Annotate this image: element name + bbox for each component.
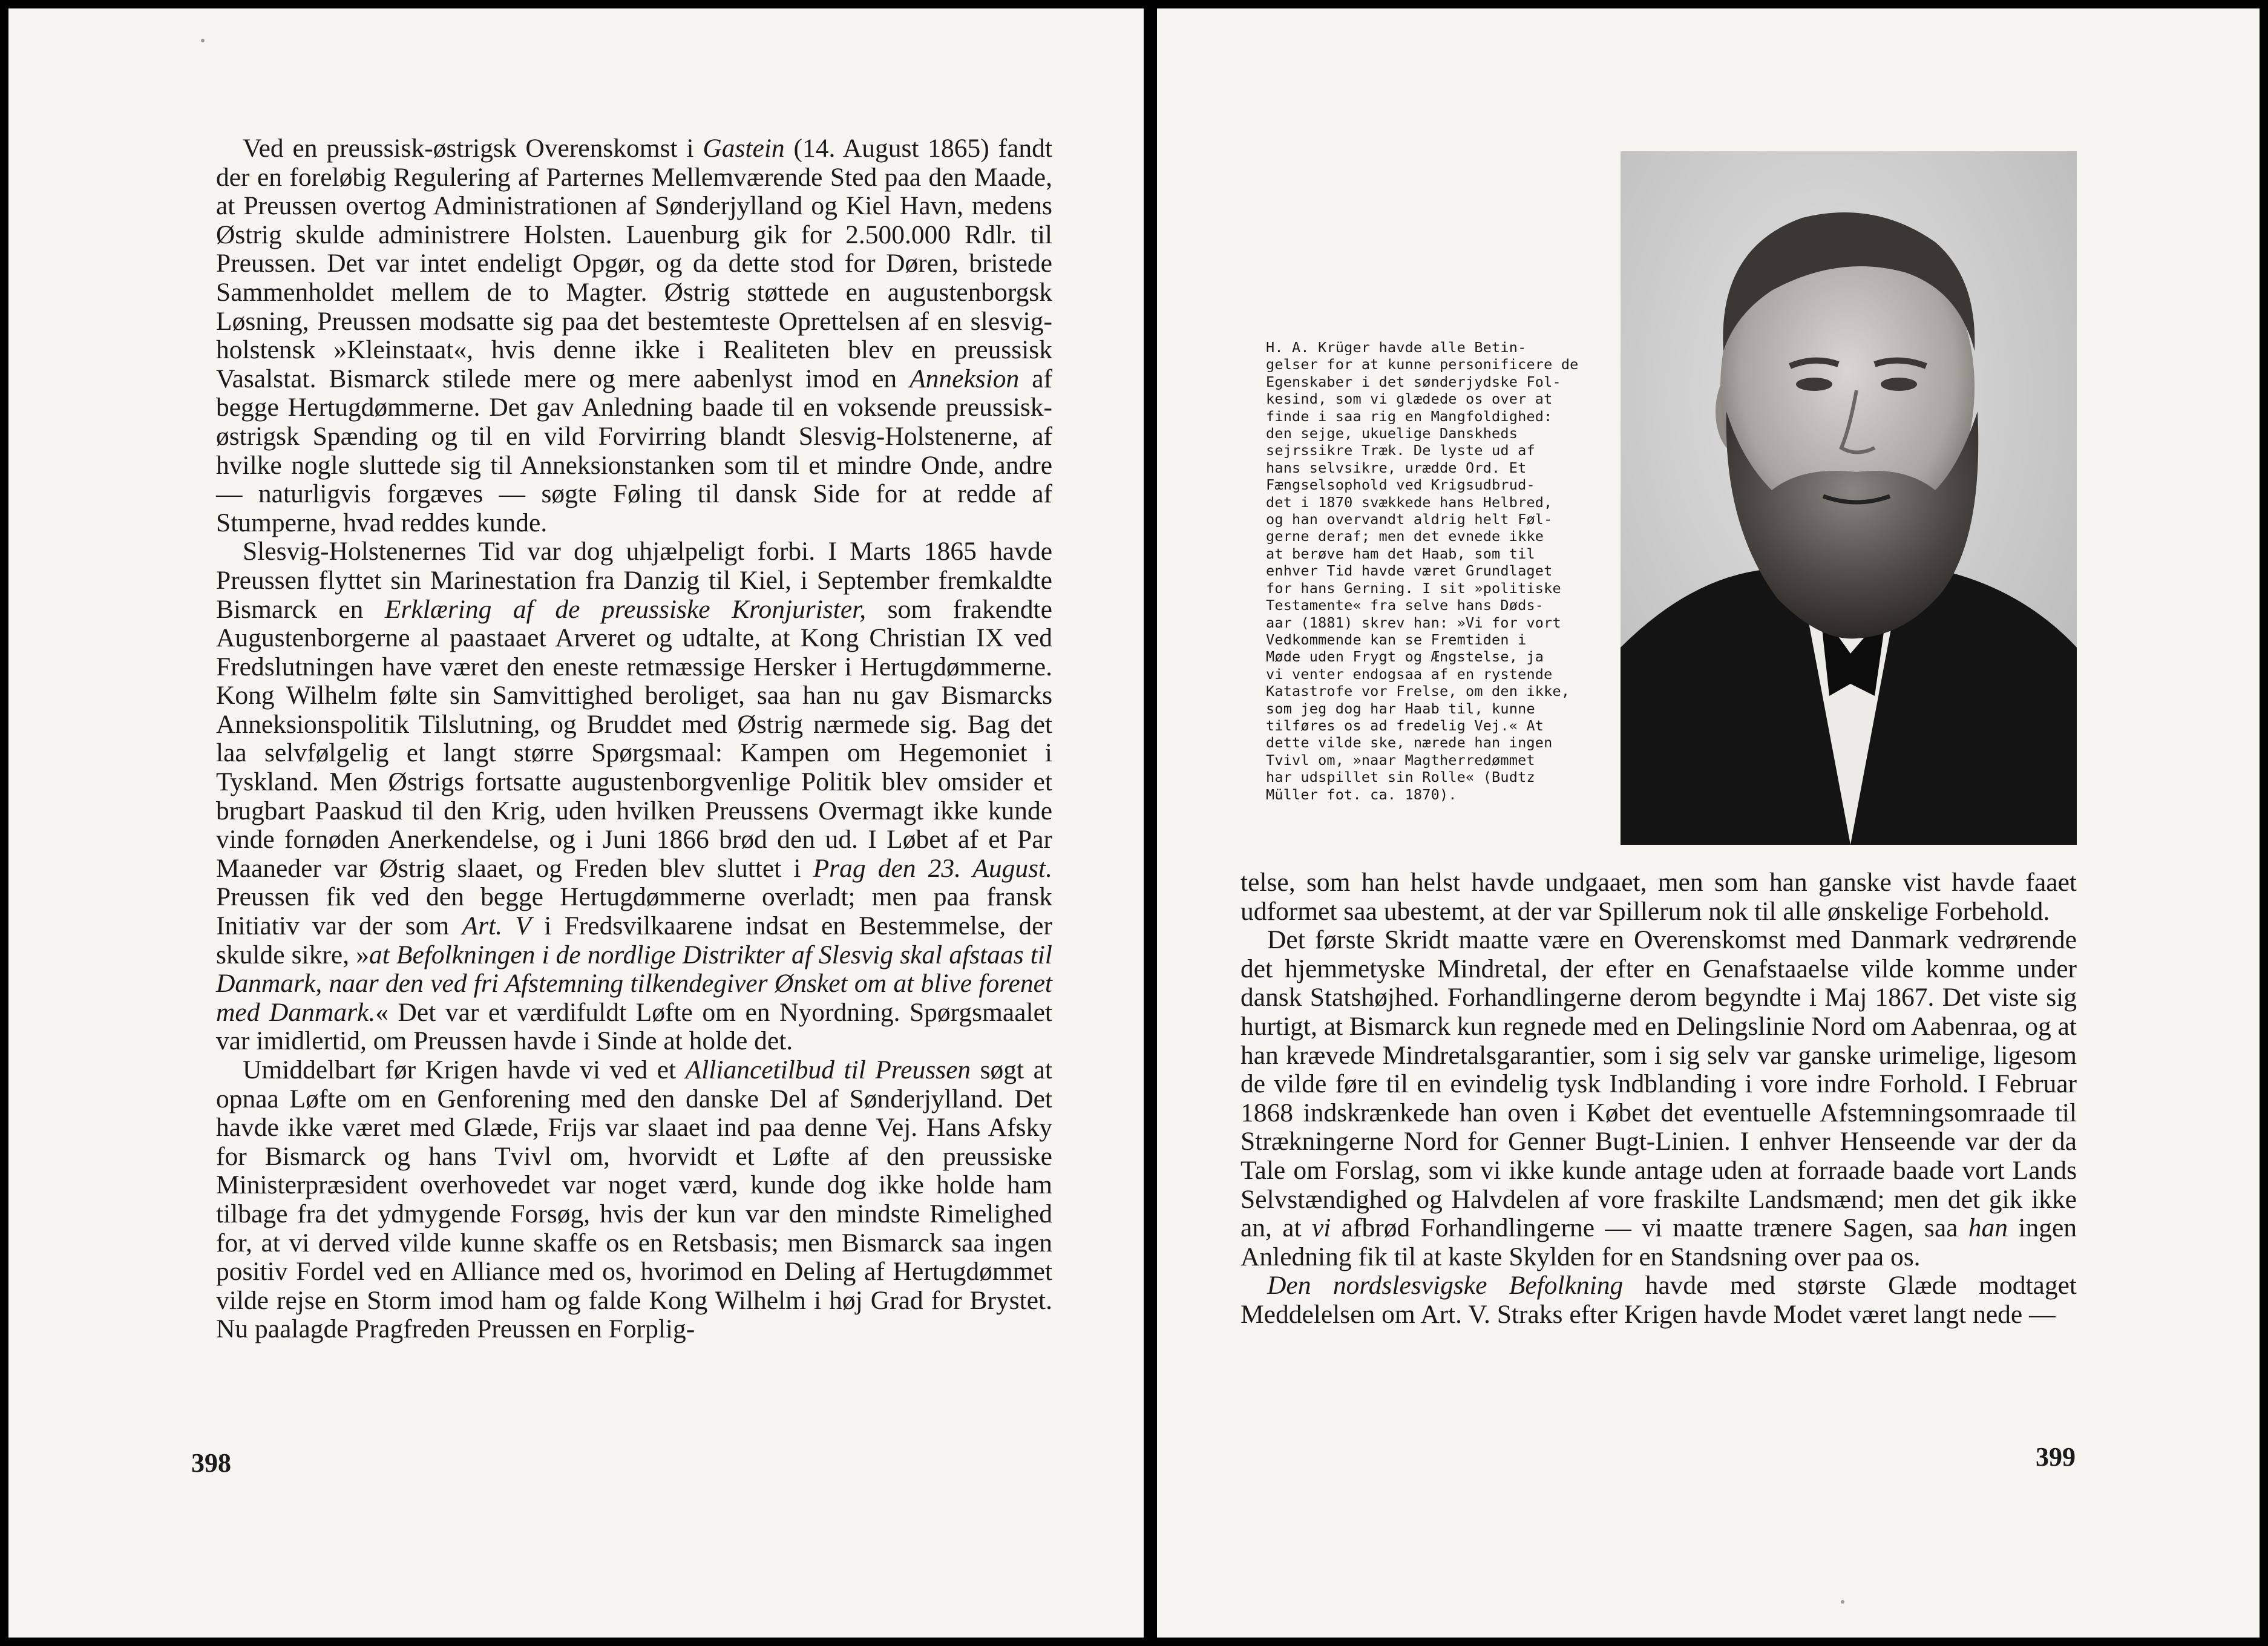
caption-line: Vedkommende kan se Fremtiden i	[1266, 631, 1527, 648]
left-page-text	[216, 134, 1052, 1344]
caption-line: det i 1870 svækkede hans Helbred,	[1266, 493, 1553, 511]
right-page	[1157, 8, 2260, 1638]
text-run: telse, som han helst havde undgaaet, men som han ganske vist havde faaet udformet saa ubestemt, at der var Spillerum nok til alle ønskelige Forbehold.	[1241, 868, 2077, 926]
italic-text: Den nordslesvigske Befolkning	[1267, 1271, 1624, 1300]
paragraph	[216, 1056, 1052, 1344]
caption-line: vi venter endogsaa af en rystende	[1266, 665, 1553, 683]
paper-speck	[201, 39, 205, 42]
paragraph	[1241, 1271, 2077, 1329]
caption-line: tilføres os ad fredelig Vej.« At	[1266, 716, 1544, 734]
text-run: Det første Skridt maatte være en Overenskomst med Danmark vedrørende det hjemmetyske Mindretal, der efter en Genafstaaelse vilde komme under dansk Statshøjhed. Forhandlingerne derom begyndte i Maj 1867. Det viste sig hurtigt, at Bismarck kun regnede med en Delingslinie Nord om Aabenraa, og at han krævede Mindretalsgarantier, som i sig selv var ganske urimelige, ligesom de vilde føre til en evindelig tysk Indblanding i vore indre Forhold. I Februar 1868 indskrænkede han oven i Købet det eventuelle Afstemningsomraade til Strækningerne Nord for Genner Bugt-Linien. I enhver Henseende var der da Tale om Forslag, som vi ikke kunde antage uden at forraade baade vort Lands Selvstændighed og Halvdelen af vore fraskilte Landsmænd; men det gik ikke an, at	[1241, 925, 2077, 1243]
italic-text: vi	[1311, 1213, 1331, 1243]
portrait-caption	[1266, 339, 1610, 803]
caption-line: Tvivl om, »naar Magtherredømmet	[1266, 751, 1535, 769]
caption-line: sejrssikre Træk. De lyste ud af	[1266, 442, 1535, 459]
caption-line: som jeg dog har Haab til, kunne	[1266, 700, 1535, 717]
paragraph	[216, 537, 1052, 1056]
caption-line: Møde uden Frygt og Ængstelse, ja	[1266, 648, 1544, 666]
paragraph	[1241, 926, 2077, 1271]
page-number-right: 399	[2036, 1442, 2076, 1472]
caption-line: H. A. Krüger havde alle Betin-	[1266, 339, 1527, 356]
portrait-photo	[1621, 151, 2077, 845]
text-run: havde med største Glæde modtaget Meddelelsen om Art. V. Straks efter Krigen havde Modet været langt nede —	[1241, 1271, 2077, 1329]
paragraph	[1241, 868, 2077, 926]
caption-line: gelser for at kunne personificere de	[1266, 356, 1579, 373]
caption-line: den sejge, ukuelige Danskheds	[1266, 425, 1518, 442]
paragraph	[216, 134, 1052, 537]
caption-line: Katastrofe vor Frelse, om den ikke,	[1266, 683, 1570, 700]
text-run: søgt at opnaa Løfte om en Genforening med den danske Del af Sønderjylland. Det havde ikke været med Glæde, Frijs var slaaet ind paa denne Vej. Hans Afsky for Bismarck og hans Tvivl om, hvorvidt et Løfte af den preussiske Ministerpræsident overhovedet var noget værd, kunde dog ikke holde ham tilbage fra det ydmygende Forsøg, hvis der kun var den mindste Rimelighed for, at vi derved vilde kunne skaffe os en Retsbasis; men Bismarck saa ingen positiv Fordel ved en Alliance med os, hvorimod en Deling af Hertugdømmet vilde rejse en Storm imod ham og falde Kong Wilhelm i høj Grad for Brystet. Nu paalagde Pragfreden Preussen en Forplig-	[216, 1055, 1052, 1344]
text-run: Ved en preussisk-østrigsk Overenskomst i	[243, 134, 703, 163]
italic-text: Anneksion	[909, 364, 1020, 393]
caption-line: gerne deraf; men det evnede ikke	[1266, 528, 1544, 545]
caption-line: Müller fot. ca. 1870).	[1266, 785, 1457, 803]
italic-text: Prag den 23. August.	[813, 853, 1053, 883]
italic-text: han	[1968, 1213, 2008, 1243]
caption-line: finde i saa rig en Mangfoldighed:	[1266, 407, 1553, 425]
text-run: ingen Anledning fik til at kaste Skylden for en Standsning over paa os.	[1241, 1213, 2077, 1271]
text-run: af begge Hertugdømmerne. Det gav Anledning baade til en voksende preussisk-østrigsk Spænding og til en vild Forvirring blandt Slesvig-Holstenerne, af hvilke nogle sluttede sig til Anneksionstanken som til et mindre Onde, andre — naturligvis forgæves — søgte Føling til dansk Side for at redde af Stumperne, hvad reddes kunde.	[216, 364, 1052, 537]
caption-line: aar (1881) skrev han: »Vi for vort	[1266, 614, 1561, 631]
italic-text: Art. V	[462, 911, 531, 941]
left-page	[8, 8, 1144, 1638]
text-run: som frakendte Augustenborgerne al paastaaet Arveret og udtalte, at Kong Christian IX ved Fredslutningen have været den eneste retmæssige Hersker i Hertugdømmerne. Kong Wilhelm følte sin Samvittighed beroliget, saa han nu gav Bismarcks Anneksionspolitik Tilslutning, og Bruddet med Østrig nærmede sig. Bag det laa selvfølgelig et langt større Spørgsmaal: Kampen om Hegemoniet i Tyskland. Men Østrigs fortsatte augustenborgvenlige Politik blev omsider et brugbart Paaskud til den Krig, uden hvilken Preussens Overmagt ikke kunde vinde fornøden Anerkendelse, og i Juni 1866 brød den ud. I Løbet af et Par Maaneder var Østrig slaaet, og Freden blev sluttet i	[216, 594, 1052, 883]
caption-line: Fængselsophold ved Krigsudbrud-	[1266, 476, 1535, 494]
italic-text: Erklæring af de preussiske Kronjurister,	[384, 594, 867, 624]
text-run: i Fredsvilkaarene indsat en Bestemmelse, der skulde sikre, »	[216, 911, 1052, 969]
caption-line: dette vilde ske, nærede han ingen	[1266, 734, 1553, 752]
italic-text: at Befolkningen i de nordlige Distrikter af Slesvig skal afstaas til Danmark, naar den ved fri Afstemning tilkendegiver Ønsket om at blive forenet med Danmark.	[216, 940, 1052, 1027]
text-run: (14. August 1865) fandt der en foreløbig Regulering af Parternes Mellemværende Sted paa den Maade, at Preussen overtog Administrationen af Sønderjylland og Kiel Havn, medens Østrig skulde administrere Holsten. Lauenburg gik for 2.500.000 Rdlr. til Preussen. Det var intet endeligt Opgør, og da dette stod for Døren, bristede Sammenholdet mellem de to Magter. Østrig støttede en augustenborgsk Løsning, Preussen modsatte sig paa det bestemteste Oprettelsen af en slesvig-holstensk »Kleinstaat«, hvis denne ikke i Realiteten blev en preussisk Vasalstat. Bismarck stilede mere og mere aabenlyst imod en	[216, 134, 1052, 393]
caption-line: for hans Gerning. I sit »politiske	[1266, 579, 1561, 597]
caption-line: at berøve ham det Haab, som til	[1266, 545, 1535, 562]
page-number-left: 398	[191, 1448, 231, 1478]
caption-line: kesind, som vi glædede os over at	[1266, 390, 1553, 408]
italic-text: Alliancetilbud til Preussen	[685, 1055, 971, 1084]
text-run: Slesvig-Holstenernes Tid var dog uhjælpeligt forbi. I Marts 1865 havde Preussen flyttet sin Marinestation fra Danzig til Kiel, i September fremkaldte Bismarck en	[216, 537, 1052, 624]
text-run: « Det var et værdifuldt Løfte om en Nyordning. Spørgsmaalet var imidlertid, om Preussen havde i Sinde at holde det.	[216, 997, 1052, 1056]
paper-speck	[1841, 1600, 1844, 1604]
right-page-text	[1241, 868, 2077, 1330]
caption-line: hans selvsikre, urædde Ord. Et	[1266, 459, 1527, 476]
text-run: afbrød Forhandlingerne — vi maatte trænere Sagen, saa	[1331, 1213, 1968, 1243]
text-run: Preussen fik ved den begge Hertugdømmerne overladt; men paa fransk Initiativ var der som	[216, 882, 1052, 941]
caption-line: Egenskaber i det sønderjydske Fol-	[1266, 373, 1561, 390]
caption-line: og han overvandt aldrig helt Føl-	[1266, 511, 1553, 528]
caption-line: enhver Tid havde været Grundlaget	[1266, 562, 1553, 580]
caption-line: har udspillet sin Rolle« (Budtz	[1266, 769, 1535, 786]
text-run: Umiddelbart før Krigen havde vi ved et	[243, 1055, 686, 1084]
italic-text: Gastein	[703, 134, 785, 163]
caption-line: Testamente« fra selve hans Døds-	[1266, 597, 1544, 614]
